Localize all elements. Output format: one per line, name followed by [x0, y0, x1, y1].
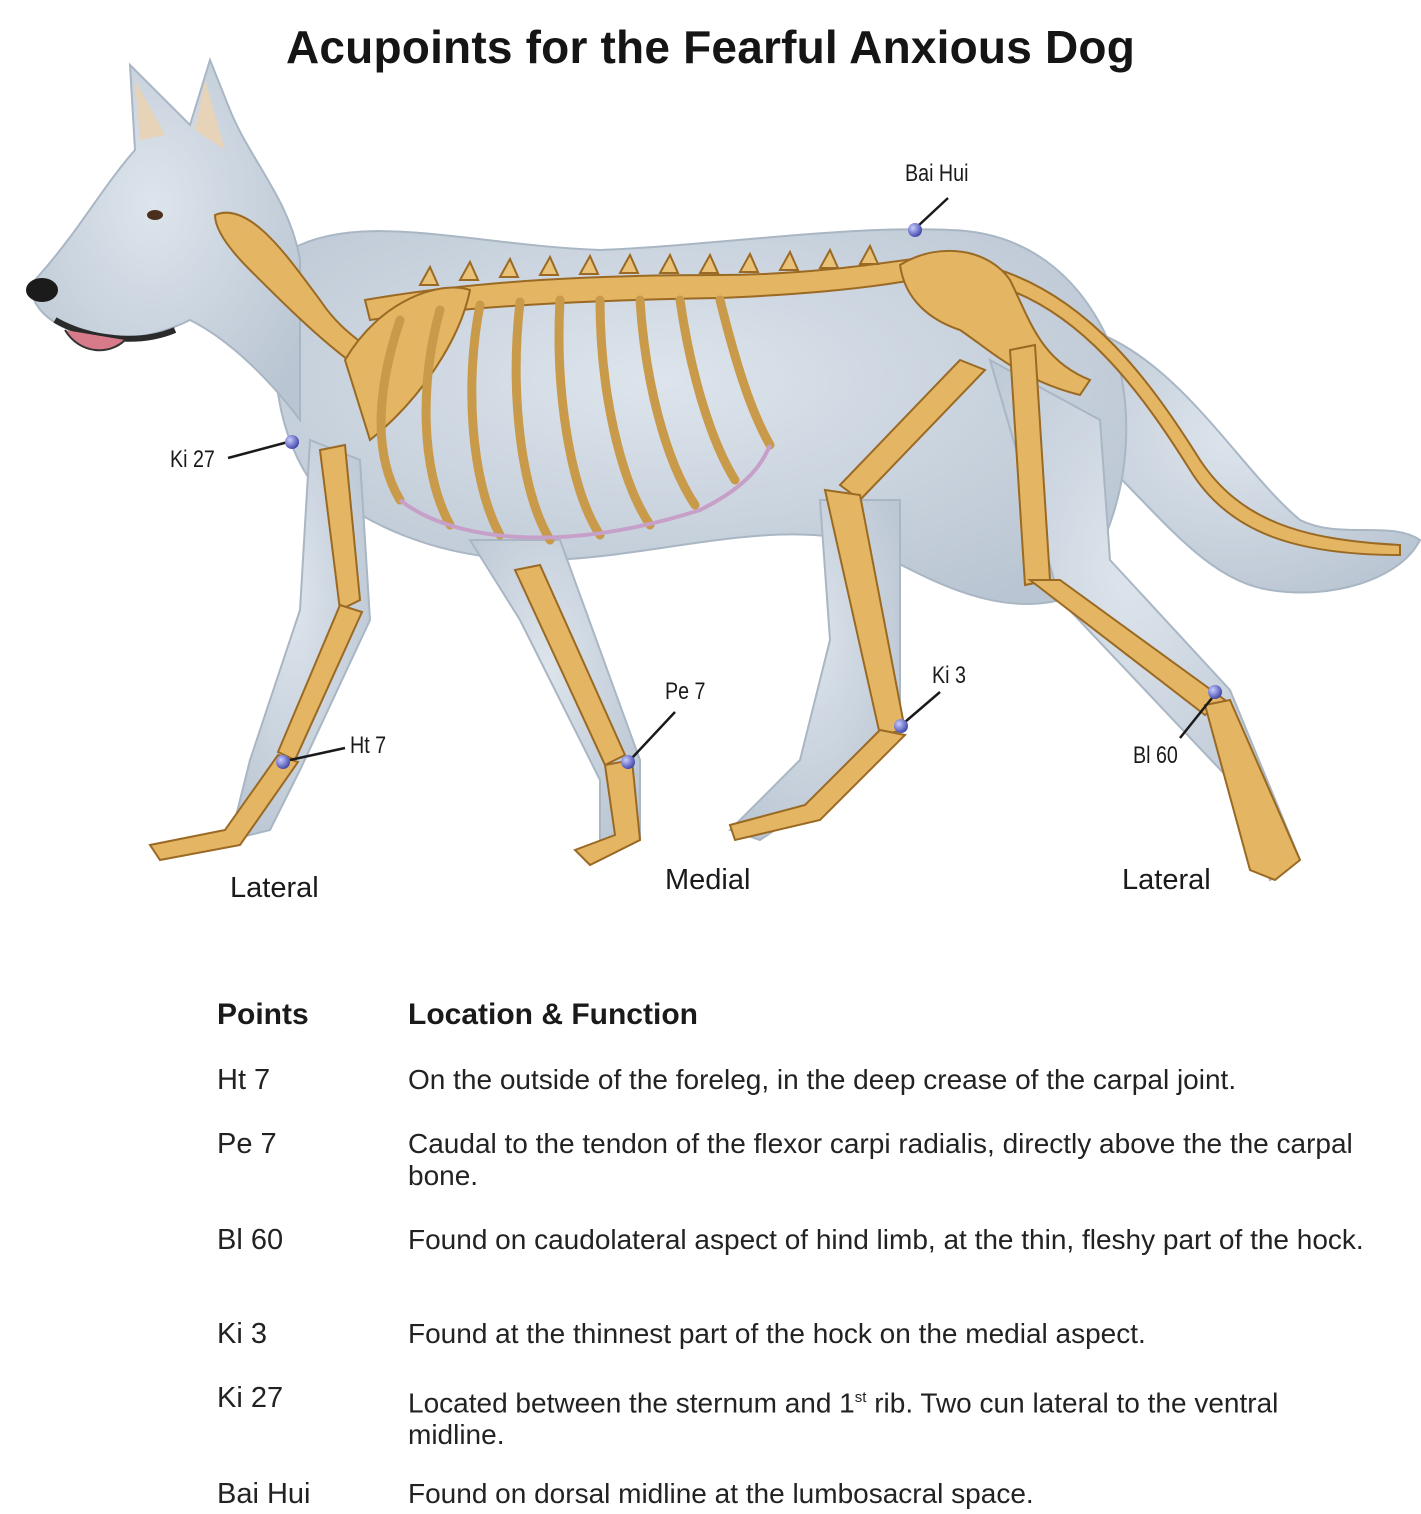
label-bl60: Bl 60 [1133, 742, 1178, 769]
view-label-hind-lateral: Lateral [1122, 864, 1211, 896]
label-bai-hui: Bai Hui [905, 160, 969, 187]
view-label-front-lateral: Lateral [230, 872, 319, 904]
view-label-medial: Medial [665, 864, 751, 896]
label-pe7: Pe 7 [665, 678, 706, 705]
acupoint-ht7 [276, 755, 290, 769]
row-point: Ki 3 [217, 1318, 267, 1350]
row-description: Found on caudolateral aspect of hind limb, at the thin, fleshy part of the hock. [408, 1224, 1364, 1255]
row-description: Located between the sternum and 1st rib. Two cun lateral to the ventral midline. [408, 1387, 1279, 1451]
acupoint-bl60 [1208, 685, 1222, 699]
row-point: Bai Hui [217, 1478, 311, 1510]
acupoint-bai-hui [908, 223, 922, 237]
page-title: Acupoints for the Fearful Anxious Dog [285, 21, 1136, 73]
row-description: On the outside of the foreleg, in the deep crease of the carpal joint. [408, 1064, 1237, 1095]
acupoint-ki27 [285, 435, 299, 449]
row-description: Found at the thinnest part of the hock on the medial aspect. [408, 1318, 1146, 1349]
table-header-location: Location & Function [408, 998, 698, 1031]
row-point: Bl 60 [217, 1224, 284, 1256]
row-description: Found on dorsal midline at the lumbosacral space. [408, 1478, 1034, 1509]
row-point: Ki 27 [217, 1382, 284, 1414]
label-ki27: Ki 27 [170, 446, 215, 473]
row-description: Caudal to the tendon of the flexor carpi radialis, directly above the the carpal bone. [408, 1128, 1353, 1191]
row-point: Ht 7 [217, 1064, 271, 1096]
acupoint-pe7 [621, 755, 635, 769]
label-ki3: Ki 3 [932, 662, 966, 689]
row-point: Pe 7 [217, 1128, 277, 1160]
table-header-points: Points [217, 998, 309, 1031]
label-ht7: Ht 7 [350, 732, 387, 759]
dog-silhouette [26, 60, 1420, 880]
acupoint-ki3 [894, 719, 908, 733]
